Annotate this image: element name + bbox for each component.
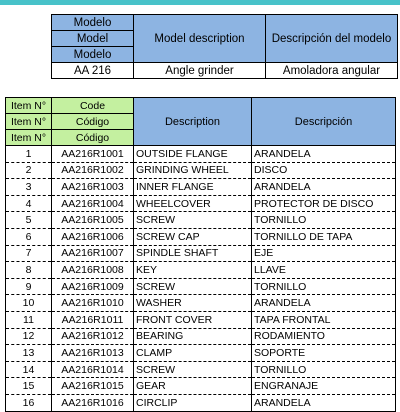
model-description-value: Angle grinder <box>134 63 266 79</box>
part-descripcion-cell: LLAVE <box>252 262 396 279</box>
part-description-cell: KEY <box>134 262 252 279</box>
descripcion-modelo-value: Amoladora angular <box>266 63 398 79</box>
part-description-cell: GRINDING WHEEL <box>134 162 252 179</box>
table-row <box>6 378 396 395</box>
table-row <box>6 162 396 179</box>
part-descripcion-cell: PROTECTOR DE DISCO <box>252 195 396 212</box>
table-row <box>6 228 396 245</box>
part-item-cell: 3 <box>6 179 52 196</box>
part-description-cell: OUTSIDE FLANGE <box>134 146 252 163</box>
table-row <box>6 361 396 378</box>
table-row <box>6 146 396 163</box>
parts-table-body <box>6 146 396 412</box>
item-header-3: Item N° <box>6 130 52 146</box>
model-value: AA 216 <box>52 63 134 79</box>
part-item-cell: 6 <box>6 228 52 245</box>
part-description-cell: BEARING <box>134 328 252 345</box>
model-header-modelo: Modelo <box>52 15 134 31</box>
table-row <box>6 278 396 295</box>
model-header-modelo-2: Modelo <box>52 47 134 63</box>
part-item-cell: 7 <box>6 245 52 262</box>
part-description-cell: GEAR <box>134 378 252 395</box>
part-description-cell: INNER FLANGE <box>134 179 252 196</box>
table-row <box>6 212 396 229</box>
part-item-cell: 15 <box>6 378 52 395</box>
codigo-header-2: Código <box>52 130 134 146</box>
part-descripcion-cell: RODAMIENTO <box>252 328 396 345</box>
table-row <box>6 328 396 345</box>
part-item-cell: 14 <box>6 361 52 378</box>
part-descripcion-cell: DISCO <box>252 162 396 179</box>
table-row <box>6 311 396 328</box>
part-code-cell: AA216R1012 <box>52 328 134 345</box>
part-code-cell: AA216R1016 <box>52 394 134 411</box>
description-header: Description <box>134 98 252 146</box>
part-code-cell: AA216R1009 <box>52 278 134 295</box>
table-row <box>6 245 396 262</box>
table-row <box>6 295 396 312</box>
part-description-cell: WHEELCOVER <box>134 195 252 212</box>
part-description-cell: SCREW CAP <box>134 228 252 245</box>
model-table <box>51 14 398 79</box>
part-descripcion-cell: SOPORTE <box>252 345 396 362</box>
part-descripcion-cell: ARANDELA <box>252 394 396 411</box>
item-header-2: Item N° <box>6 114 52 130</box>
part-code-cell: AA216R1003 <box>52 179 134 196</box>
part-descripcion-cell: TORNILLO DE TAPA <box>252 228 396 245</box>
descripcion-modelo-header: Descripción del modelo <box>266 15 398 63</box>
part-descripcion-cell: ARANDELA <box>252 295 396 312</box>
model-description-header: Model description <box>134 15 266 63</box>
part-code-cell: AA216R1008 <box>52 262 134 279</box>
part-item-cell: 1 <box>6 146 52 163</box>
part-description-cell: SPINDLE SHAFT <box>134 245 252 262</box>
part-code-cell: AA216R1004 <box>52 195 134 212</box>
table-row <box>6 179 396 196</box>
part-item-cell: 5 <box>6 212 52 229</box>
top-accent-bar <box>0 0 400 5</box>
part-item-cell: 10 <box>6 295 52 312</box>
part-description-cell: SCREW <box>134 361 252 378</box>
part-description-cell: CIRCLIP <box>134 394 252 411</box>
part-descripcion-cell: TORNILLO <box>252 278 396 295</box>
model-header-model: Model <box>52 31 134 47</box>
part-item-cell: 12 <box>6 328 52 345</box>
part-code-cell: AA216R1015 <box>52 378 134 395</box>
part-item-cell: 16 <box>6 394 52 411</box>
part-code-cell: AA216R1005 <box>52 212 134 229</box>
part-code-cell: AA216R1006 <box>52 228 134 245</box>
part-description-cell: CLAMP <box>134 345 252 362</box>
part-descripcion-cell: TORNILLO <box>252 212 396 229</box>
part-code-cell: AA216R1002 <box>52 162 134 179</box>
part-descripcion-cell: ENGRANAJE <box>252 378 396 395</box>
code-header: Code <box>52 98 134 114</box>
part-code-cell: AA216R1007 <box>52 245 134 262</box>
part-item-cell: 13 <box>6 345 52 362</box>
table-row <box>6 345 396 362</box>
part-item-cell: 2 <box>6 162 52 179</box>
part-item-cell: 11 <box>6 311 52 328</box>
part-description-cell: SCREW <box>134 212 252 229</box>
part-description-cell: SCREW <box>134 278 252 295</box>
parts-table <box>5 97 396 412</box>
part-code-cell: AA216R1010 <box>52 295 134 312</box>
part-description-cell: WASHER <box>134 295 252 312</box>
part-code-cell: AA216R1011 <box>52 311 134 328</box>
part-descripcion-cell: ARANDELA <box>252 179 396 196</box>
codigo-header: Código <box>52 114 134 130</box>
part-descripcion-cell: EJE <box>252 245 396 262</box>
table-row <box>6 394 396 411</box>
part-code-cell: AA216R1001 <box>52 146 134 163</box>
descripcion-header: Descripción <box>252 98 396 146</box>
part-code-cell: AA216R1014 <box>52 361 134 378</box>
part-descripcion-cell: TORNILLO <box>252 361 396 378</box>
table-row <box>6 195 396 212</box>
table-row <box>6 262 396 279</box>
item-header: Item N° <box>6 98 52 114</box>
part-item-cell: 9 <box>6 278 52 295</box>
part-description-cell: FRONT COVER <box>134 311 252 328</box>
part-item-cell: 4 <box>6 195 52 212</box>
part-item-cell: 8 <box>6 262 52 279</box>
part-descripcion-cell: ARANDELA <box>252 146 396 163</box>
part-descripcion-cell: TAPA FRONTAL <box>252 311 396 328</box>
part-code-cell: AA216R1013 <box>52 345 134 362</box>
